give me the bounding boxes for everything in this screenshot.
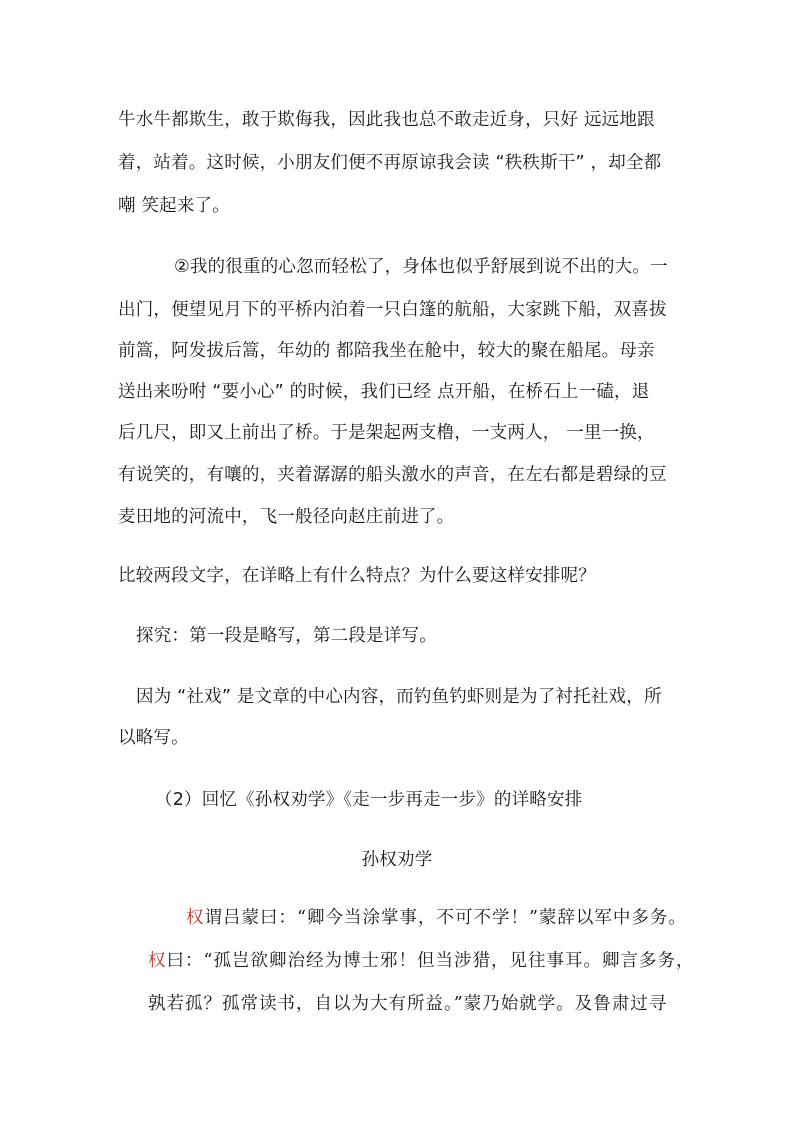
passage1-line-3: 嘲 笑起来了。 <box>118 196 230 216</box>
passage2-line-7: 麦田地的河流中，飞一般径向赵庄前进了。 <box>118 507 455 527</box>
article-line-2-text: 曰：“孤岂欲卿治经为博士邪！但当涉猎，见往事耳。卿言多务， <box>166 951 695 971</box>
question: 比较两段文字，在详略上有什么特点？为什么要这样安排呢？ <box>118 566 596 586</box>
passage2-line-4: 送出来吩咐 “要小心” 的时候，我们已经 点开船，在桥石上一磕，退 <box>118 382 650 402</box>
passage2-line-1: ②我的很重的心忽而轻松了，身体也似乎舒展到说不出的大。一 <box>174 257 668 277</box>
article-line-1 <box>186 904 687 929</box>
reason-line-1: 因为 “社戏” 是文章的中心内容，而钓鱼钓虾则是为了衬托社戏，所 <box>136 687 662 707</box>
article-line-1-text: 谓吕蒙曰：“卿今当涂掌事，不可不学！”蒙辞以军中多务。 <box>204 908 687 928</box>
passage1-line-1: 牛水牛都欺生，敢于欺侮我，因此我也总不敢走近身，只好 远远地跟 <box>118 110 655 130</box>
passage2-line-6: 有说笑的，有嚷的，夹着潺潺的船头激水的声音，在左右都是碧绿的豆 <box>118 465 667 485</box>
passage1-line-2: 着，站着。这时候，小朋友们便不再原谅我会读 “秩秩斯干” ，却全都 <box>118 153 662 173</box>
inquiry-answer: 探究：第一段是略写，第二段是详写。 <box>136 626 437 646</box>
passage2-line-5: 后几尺，即又上前出了桥。于是架起两支橹，一支两人， 一里一换， <box>118 423 655 443</box>
passage2-line-2: 出门，便望见月下的平桥内泊着一只白篷的航船，大家跳下船，双喜拔 <box>118 300 667 320</box>
reason-line-2: 以略写。 <box>118 728 189 748</box>
passage2-line-3: 前篙，阿发拔后篙，年幼的 都陪我坐在舱中，较大的聚在船尾。母亲 <box>118 341 655 361</box>
article-line-3: 孰若孤？孤常读书，自以为大有所益。”蒙乃始就学。及鲁肃过寻 <box>148 994 668 1014</box>
section-heading: （2）回忆《孙权劝学》《走一步再走一步》的详略安排 <box>155 790 583 810</box>
highlight-quan: 权 <box>186 908 205 928</box>
article-title: 孙权劝学 <box>361 850 433 870</box>
highlight-quan: 权 <box>148 951 167 971</box>
article-line-2 <box>148 947 694 972</box>
